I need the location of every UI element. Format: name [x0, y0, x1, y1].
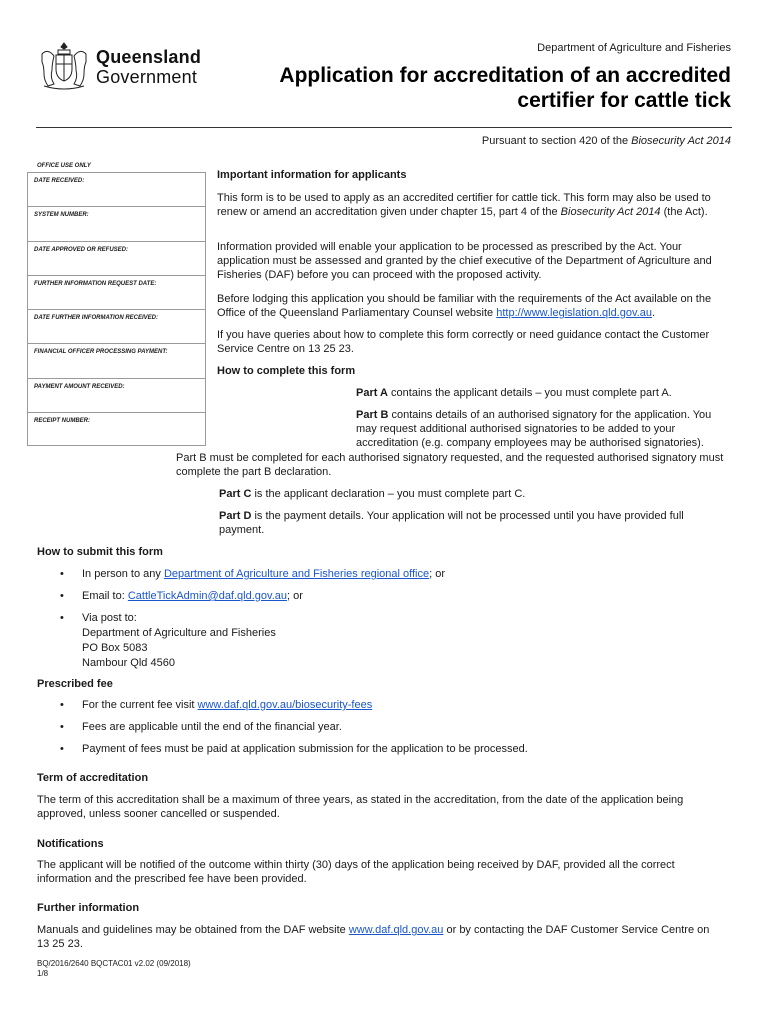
email-link[interactable]: CattleTickAdmin@daf.qld.gov.au — [127, 590, 287, 602]
fee-item-3: • Payment of fees must be paid at application submission for the application to be processed. — [60, 742, 720, 756]
notifications-heading: Notifications — [37, 838, 104, 850]
header-divider — [36, 127, 732, 128]
office-field-further-received-date: DATE FURTHER INFORMATION RECEIVED: — [28, 310, 205, 344]
regional-office-link[interactable]: Department of Agriculture and Fisheries regional office — [163, 568, 430, 580]
office-field-financial-officer: FINANCIAL OFFICER PROCESSING PAYMENT: — [28, 344, 205, 378]
act-name: Biosecurity Act 2014 — [631, 135, 731, 147]
term-text: The term of this accreditation shall be a maximum of three years, as stated in the accreditation, from the date of the application being approved, unless sooner cancelled or suspended. — [37, 794, 684, 820]
important-paragraph-4: If you have queries about how to complete this form correctly or need guidance contact the Customer Service Centre on 13 25 23. — [217, 329, 710, 355]
important-paragraph-2: Information provided will enable your application to be processed as prescribed by the Act. Your application must be assessed and granted by the chief executive of the Department of Agriculture and Fisheries (DAF) before you can proceed with the proposed activity. — [217, 241, 712, 281]
office-use-box — [27, 172, 206, 446]
document-footer — [37, 959, 191, 979]
submit-post: • Via post to: Department of Agriculture and Fisheries PO Box 5083 Nambour Qld 4560 — [60, 611, 720, 671]
pursuant-line: Pursuant to section 420 of the Biosecurity Act 2014 — [481, 135, 731, 147]
further-text: Manuals and guidelines may be obtained from the DAF website www.daf.qld.gov.au or by contacting the DAF Customer Service Centre on 13 25 23. — [37, 924, 710, 950]
notifications-text: The applicant will be notified of the outcome within thirty (30) days of the application being received by DAF, provided all the correct information and the prescribed fee have been provided. — [37, 859, 675, 885]
document-code: BQ/2016/2640 BQCTAC01 v2.02 (09/2018) — [37, 959, 191, 968]
biosecurity-fees-link[interactable]: www.daf.qld.gov.au/biosecurity-fees — [197, 699, 373, 711]
daf-website-link[interactable]: www.daf.qld.gov.au — [348, 924, 444, 936]
important-paragraph-1: This form is to be used to apply as an accredited certifier for cattle tick. This form may also be used to renew or amend an accreditation given under chapter 15, part 4 of the Biosecurity Act 2014 (the Act). — [217, 192, 711, 218]
fee-heading: Prescribed fee — [37, 678, 113, 690]
important-heading: Important information for applicants — [217, 169, 407, 181]
fee-list — [60, 698, 720, 756]
how-complete-heading: How to complete this form — [217, 365, 356, 377]
submit-in-person: • In person to any Department of Agriculture and Fisheries regional office; or — [60, 567, 720, 581]
term-heading: Term of accreditation — [37, 772, 149, 784]
department-name: Department of Agriculture and Fisheries — [537, 42, 731, 54]
part-b-continued: Part B must be completed for each authorised signatory requested, and the requested authorised signatory must complete the part B declaration. — [176, 452, 724, 478]
office-field-system-number: SYSTEM NUMBER: — [28, 207, 205, 241]
logo-word-government: Government — [96, 67, 198, 87]
office-field-date-received: DATE RECEIVED: — [28, 173, 205, 207]
legislation-link[interactable]: http://www.legislation.qld.gov.au — [496, 307, 652, 319]
office-field-further-request-date: FURTHER INFORMATION REQUEST DATE: — [28, 276, 205, 310]
part-c-text: Part C is the applicant declaration – you must complete part C. — [219, 488, 526, 500]
submit-email: • Email to: CattleTickAdmin@daf.qld.gov.au; or — [60, 589, 720, 603]
queensland-government-logo — [36, 40, 201, 92]
page-number: 1/8 — [37, 969, 49, 978]
part-b-text: Part B contains details of an authorised signatory for the application. You may request additional authorised signatories to be added to your accreditation (e.g. company employees may be authorised signatories). — [356, 409, 712, 449]
fee-item-1: • For the current fee visit www.daf.qld.gov.au/biosecurity-fees — [60, 698, 720, 712]
form-title: Application for accreditation of an accredited certifier for cattle tick — [279, 64, 731, 112]
submit-heading: How to submit this form — [37, 546, 163, 558]
part-d-text: Part D is the payment details. Your application will not be processed until you have provided full payment. — [219, 510, 684, 536]
office-field-payment-amount: PAYMENT AMOUNT RECEIVED: — [28, 379, 205, 413]
further-heading: Further information — [37, 902, 140, 914]
office-field-date-approved: DATE APPROVED OR REFUSED: — [28, 242, 205, 276]
logo-word-queensland: Queensland — [96, 47, 202, 67]
office-field-receipt-number: RECEIPT NUMBER: — [34, 417, 91, 424]
important-paragraph-3: Before lodging this application you should be familiar with the requirements of the Act available on the Office of the Queensland Parliamentary Counsel website http://www.legislation.qld.gov.au. — [217, 293, 712, 319]
part-a-text: Part A contains the applicant details – you must complete part A. — [356, 387, 672, 399]
submit-list — [60, 567, 720, 671]
office-use-label: OFFICE USE ONLY — [37, 163, 91, 169]
fee-item-2: • Fees are applicable until the end of the financial year. — [60, 720, 720, 734]
coat-of-arms-icon — [36, 40, 92, 92]
